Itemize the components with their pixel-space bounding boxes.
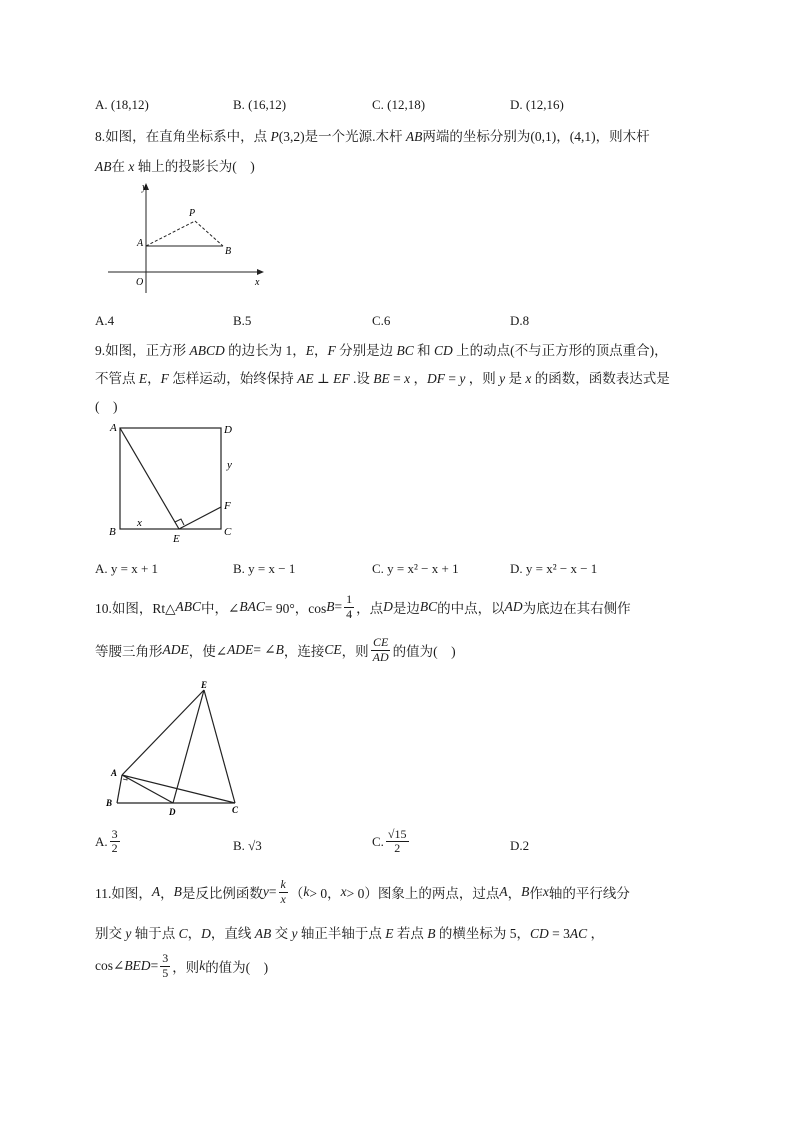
q9-label-d: D — [224, 424, 232, 436]
q10-label-b: B — [106, 798, 113, 808]
q9-option-c: C. y = x² − x + 1 — [372, 561, 459, 576]
q10-segment-ab — [117, 775, 122, 803]
q8-question-line1: 8.如图，在直角坐标系中，点 P(3,2)是一个光源.木杆 AB两端的坐标分别为(0,1)，(4,1)，则木杆 — [95, 129, 650, 144]
q8-question-line2: AB在 x 轴上的投影长为( ) — [95, 159, 255, 174]
q9-label-e: E — [173, 533, 180, 545]
q8-label-b: B — [225, 246, 232, 257]
q10-cos-fraction: $\frac{1}{4}$ — [346, 592, 353, 621]
q9-label-f: F — [224, 500, 231, 512]
q8-option-a: A.4 — [95, 313, 115, 328]
q9-option-a: A. y = x + 1 — [95, 561, 159, 576]
q10-segment-ae — [122, 690, 204, 775]
q10-question-line2: 等腰三角形 ADE ，使∠ ADE = ∠ B ，连接 CE ，则 $\frac{CE}{AD}$ 的值为( ) — [95, 635, 456, 664]
q10-label-d: D — [169, 807, 176, 817]
q9-question-line3: ( ) — [95, 399, 118, 414]
q9-square-figure — [100, 418, 250, 546]
q8-label-a: A — [137, 238, 144, 249]
q8-option-c: C.6 — [372, 313, 391, 328]
q8-label-x: x — [255, 277, 260, 288]
q8-label-o: O — [136, 277, 144, 288]
q10-label-e: E — [201, 680, 208, 690]
q9-question-line2: 不管点 E，F 怎样运动，始终保持 AE ⊥ EF .设 BE = x ，DF = y ，则 y 是 x 的函数，函数表达式是 — [95, 371, 670, 386]
q9-segment-ae — [120, 428, 179, 529]
q10-segment-de — [173, 690, 204, 803]
q9-label-c: C — [224, 526, 232, 538]
q9-label-b: B — [109, 526, 116, 538]
q10-segment-ad — [122, 775, 173, 803]
q10-option-b: B. √3 — [233, 838, 262, 853]
q10-segment-ec — [204, 690, 235, 803]
q9-option-b: B. y = x − 1 — [233, 561, 296, 576]
q8-option-b: B.5 — [233, 313, 252, 328]
q9-option-d: D. y = x² − x − 1 — [510, 561, 598, 576]
q10-triangle-figure — [100, 678, 250, 820]
q8-x-axis-arrow — [257, 269, 264, 275]
q11-question-line2: 别交 y 轴于点 C，D，直线 AB 交 y 轴正半轴于点 E 若点 B 的横坐标为 5，CD = 3AC ， — [95, 926, 605, 941]
q8-label-y: y — [142, 182, 147, 193]
q8-option-d: D.8 — [510, 313, 530, 328]
q7-option-a: A. (18,12) — [95, 97, 149, 112]
q10-label-a: A — [111, 768, 118, 778]
q9-segment-ef — [179, 507, 221, 529]
q8-label-p: P — [189, 208, 196, 219]
q8-dashed-pa — [146, 221, 195, 246]
q7-option-d: D. (12,16) — [510, 97, 564, 112]
q10-option-c: C. $\frac{√15}{2}$ — [372, 827, 407, 856]
q8-dashed-pb — [195, 221, 223, 246]
q9-question-line1: 9.如图，正方形 ABCD 的边长为 1，E，F 分别是边 BC 和 CD 上的动点(不与正方形的顶点重合)， — [95, 343, 668, 358]
q7-option-b: B. (16,12) — [233, 97, 287, 112]
q10-option-a: A. $\frac{3}{2}$ — [95, 827, 118, 856]
q7-option-c: C. (12,18) — [372, 97, 426, 112]
q9-label-x: x — [137, 517, 142, 529]
q11-question-line1: 11.如图， A ， B 是反比例函数 y = $\frac{k}{x}$ （ k > 0， x > 0）图象上的两点，过点 A ， B 作 x 轴的平行线分 — [95, 877, 630, 906]
q10-label-c: C — [232, 805, 239, 815]
q10-ratio-fraction: $\frac{CE}{AD}$ — [372, 635, 389, 664]
q10-segment-ac — [122, 775, 235, 803]
q11-k-fraction: $\frac{k}{x}$ — [280, 877, 286, 906]
q9-label-y: y — [227, 459, 232, 471]
q11-cos-fraction: $\frac{3}{5}$ — [162, 951, 169, 980]
q10-question-line1: 10.如图，Rt△ ABC 中，∠ BAC = 90°，cos B = $\frac{1}{4}$ ，点 D 是边 BC 的中点，以 AD 为底边在其右侧作 — [95, 592, 631, 621]
q8-coordinate-figure — [100, 178, 270, 298]
q10-option-d: D.2 — [510, 838, 530, 853]
q11-question-line3: cos∠ BED = $\frac{3}{5}$ ，则 k 的值为( ) — [95, 951, 269, 980]
q9-label-a: A — [110, 422, 117, 434]
